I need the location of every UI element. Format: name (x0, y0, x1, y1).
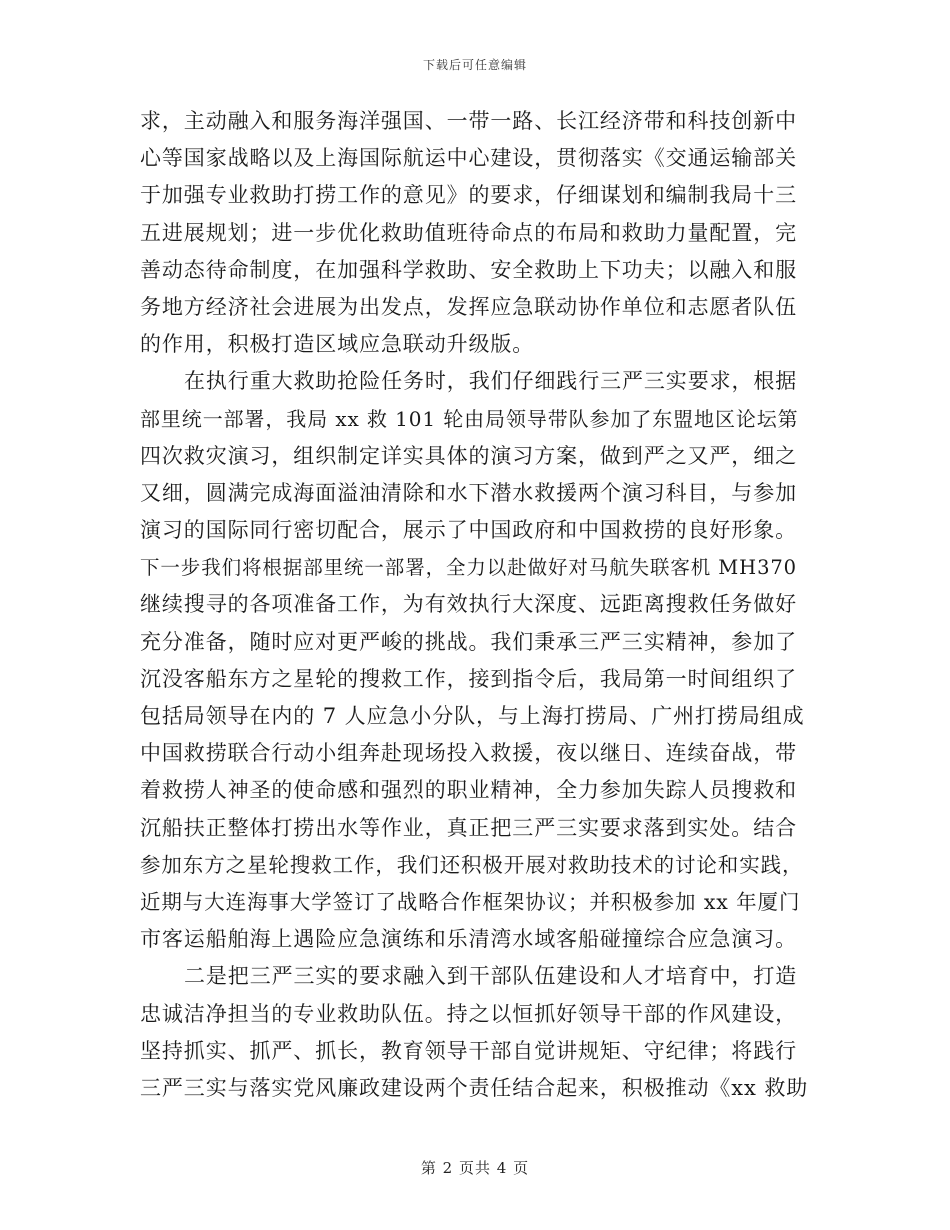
text-line: 心等国家战略以及上海国际航运中心建设，贯彻落实《交通运输部关 (140, 146, 797, 171)
text-line: 参加东方之星轮搜救工作，我们还积极开展对救助技术的讨论和实践， (140, 852, 804, 877)
page-number-footer: 第 2 页共 4 页 (420, 1159, 530, 1177)
text-line: 沉船扶正整体打捞出水等作业，真正把三严三实要求落到实处。结合 (140, 815, 797, 840)
text-line: 充分准备，随时应对更严峻的挑战。我们秉承三严三实精神，参加了 (140, 629, 797, 654)
text-line: 下一步我们将根据部里统一部署，全力以赴做好对马航失联客机 MH370 (140, 556, 797, 580)
text-line: 着救捞人神圣的使命感和强烈的职业精神，全力参加失踪人员搜救和 (140, 778, 797, 803)
text-line: 又细，圆满完成海面溢油清除和水下潜水救援两个演习科目，与参加 (140, 480, 797, 505)
text-line: 继续搜寻的各项准备工作，为有效执行大深度、远距离搜救任务做好 (140, 592, 797, 617)
text-line: 包括局领导在内的 7 人应急小分队，与上海打捞局、广州打捞局组成 (140, 704, 805, 728)
text-line: 近期与大连海事大学签订了战略合作框架协议；并积极参加 xx 年厦门 (140, 889, 801, 914)
paragraph-start-line: 二是把三严三实的要求融入到干部队伍建设和人才培育中，打造 (184, 964, 798, 989)
text-line: 忠诚洁净担当的专业救助队伍。持之以恒抓好领导干部的作风建设， (140, 1001, 797, 1026)
text-line: 演习的国际同行密切配合，展示了中国政府和中国救捞的良好形象。 (140, 518, 797, 543)
text-line: 三严三实与落实党风廉政建设两个责任结合起来，积极推动《xx 救助 (140, 1075, 809, 1100)
text-line: 中国救捞联合行动小组奔赴现场投入救援，夜以继日、连续奋战，带 (140, 741, 797, 766)
document-body (140, 103, 812, 1107)
text-line: 于加强专业救助打捞工作的意见》的要求，仔细谋划和编制我局十三 (140, 183, 797, 208)
page-header: 下载后可任意编辑 (422, 58, 527, 72)
text-line: 求，主动融入和服务海洋强国、一带一路、长江经济带和科技创新中 (140, 109, 797, 133)
text-line: 沉没客船东方之星轮的搜救工作，接到指令后，我局第一时间组织了 (140, 666, 797, 691)
text-line: 部里统一部署，我局 xx 救 101 轮由局领导带队参加了东盟地区论坛第 (140, 406, 799, 431)
text-line: 五进展规划；进一步优化救助值班待命点的布局和救助力量配置，完 (140, 220, 797, 245)
paragraph-start-line: 在执行重大救助抢险任务时，我们仔细践行三严三实要求，根据 (184, 369, 798, 394)
text-line: 的作用，积极打造区域应急联动升级版。 (140, 332, 535, 357)
text-line: 务地方经济社会进展为出发点，发挥应急联动协作单位和志愿者队伍 (140, 294, 797, 319)
text-line: 善动态待命制度，在加强科学救助、安全救助上下功夫；以融入和服 (140, 257, 797, 282)
text-line: 四次救灾演习，组织制定详实具体的演习方案，做到严之又严，细之 (140, 443, 797, 468)
text-line: 坚持抓实、抓严、抓长，教育领导干部自觉讲规矩、守纪律；将践行 (140, 1038, 797, 1063)
text-line: 市客运船舶海上遇险应急演练和乐清湾水域客船碰撞综合应急演习。 (140, 927, 797, 952)
